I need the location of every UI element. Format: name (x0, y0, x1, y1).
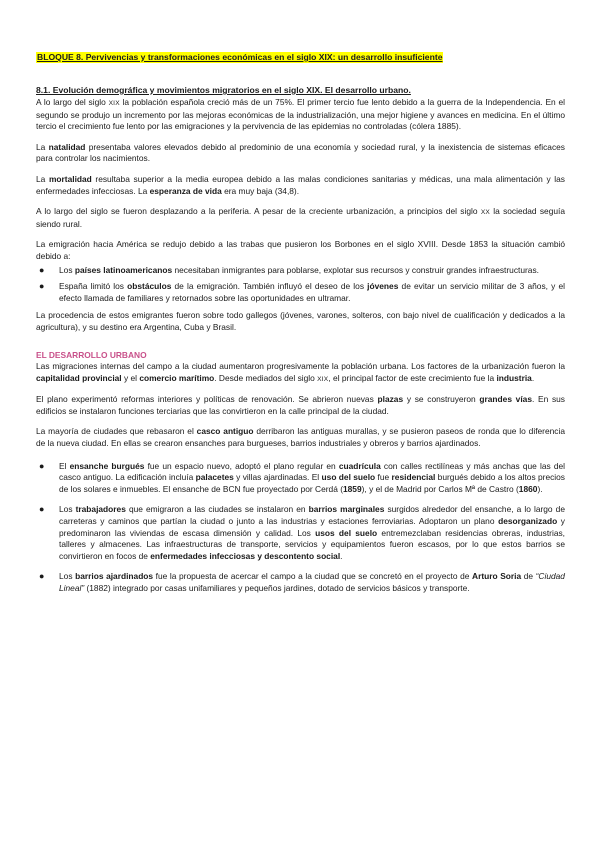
paragraph-periferia: A lo largo del siglo se fueron desplazando a la periferia. A pesar de la creciente urbanización, a principios del siglo XX la sociedad seguía siendo rural. (36, 206, 566, 229)
block-heading: BLOQUE 8. Pervivencias y transformaciones económicas en el siglo XIX: un desarrollo insuficiente (37, 52, 443, 62)
list-item: ● Los barrios ajardinados fue la propuesta de acercar el campo a la ciudad que se concretó en el proyecto de Arturo Soria de “Ciudad Lineal” (1882) integrado por casas unifamiliares y pequeños jardines, dotado de servicios básicos y transporte. (39, 571, 565, 593)
bullet-icon: ● (39, 281, 45, 292)
paragraph-population: A lo largo del siglo XIX la población española creció más de un 75%. El primer tercio fue lento debido a la guerra de la Independencia. En el segundo se produjo un incremento por las mejoras económicas de la industrialización, una mejor higiene y avances en medicina. En el último tercio el crecimiento fue lento por las emigraciones y la pervivencia de las epidemias no controladas (cólera 1885). (36, 97, 566, 132)
bullet-icon: ● (39, 504, 45, 515)
paragraph-natalidad: La natalidad presentaba valores elevados debido al predominio de una economía y sociedad rural, y la inexistencia de sistemas eficaces para controlar los nacimientos. (36, 141, 565, 164)
emigration-causes-list (36, 265, 565, 305)
urban-types-list (36, 461, 565, 595)
paragraph-casco-antiguo: La mayoría de ciudades que rebasaron el casco antiguo derribaron las antiguas murallas, y se pusieron paseos de ronda que lo diferencia de la nueva ciudad. En ellas se crearon ensanches para burgueses, barrios industriales y obreros y barrios ajardinados. (36, 426, 565, 449)
list-item: ● Los trabajadores que emigraron a las ciudades se instalaron en barrios marginales surgidos alrededor del ensanche, a lo largo de carreteras y caminos que partían la ciudad o junto a las industrias y estaciones ferroviarias. Adoptaron un plano desorganizado y predominaron las viviendas de escasa dimensión y calidad. Los usos del suelo entremezclaban residencias obreras, industrias, talleres y almacenes. Las infraestructuras de transporte, servicios y equipamientos fueron escasos, por lo que estos barrios se convirtieron en focos de enfermedades infecciosas y descontento social. (39, 504, 565, 561)
bullet-icon: ● (39, 571, 45, 582)
list-item: ● Los países latinoamericanos necesitaban inmigrantes para poblarse, explotar sus recursos y construir grandes infraestructuras. (39, 264, 539, 275)
bullet-icon: ● (39, 264, 45, 275)
paragraph-migraciones: Las migraciones internas del campo a la ciudad aumentaron progresivamente la población urbana. Los factores de la urbanización fueron la capitalidad provincial y el comercio marítimo. Desde mediados del siglo XIX, el principal factor de este crecimiento fue la industria. (36, 361, 565, 383)
section-title-urban: EL DESARROLLO URBANO (36, 349, 147, 360)
list-item: ● El ensanche burgués fue un espacio nuevo, adoptó el plano regular en cuadrícula con calles rectilíneas y más anchas que las del casco antiguo. La edificación incluía palacetes y villas ajardinadas. El uso del suelo fue residencial burgués debido a los altos precios de los solares e inmuebles. El ensanche de BCN fue proyectado por Cerdá (1859), y el de Madrid por Carlos Mª de Castro (1860). (39, 460, 565, 494)
section-title-demography: 8.1. Evolución demográfica y movimientos migratorios en el siglo XIX. El desarrollo urbano. (36, 85, 411, 95)
bullet-icon: ● (39, 460, 45, 471)
list-item: ● España limitó los obstáculos de la emigración. También influyó el deseo de los jóvenes de evitar un servicio militar de 3 años, y el efecto llamada de familiares y retornados sobre las oportunidades en ultramar. (39, 281, 565, 303)
paragraph-mortalidad: La mortalidad resultaba superior a la media europea debido a las malas condiciones sanitarias y médicas, una mala alimentación y las enfermedades infecciosas. La esperanza de vida era muy baja (34,8). (36, 173, 565, 196)
paragraph-procedencia: La procedencia de estos emigrantes fueron sobre todo gallegos (jóvenes, varones, solteros, con bajo nivel de cualificación y dedicados a la agricultura), y su destino era Argentina, Cuba y Brasil. (36, 310, 565, 332)
paragraph-plano: El plano experimentó reformas interiores y políticas de renovación. Se abrieron nuevas plazas y se construyeron grandes vías. En sus edificios se instalaron funciones terciarias que las convirtieron en la calle principal de la ciudad. (36, 394, 565, 416)
paragraph-emigracion: La emigración hacia América se redujo debido a las trabas que pusieron los Borbones en el siglo XVIII. Desde 1853 la situación cambió debido a: (36, 239, 565, 261)
